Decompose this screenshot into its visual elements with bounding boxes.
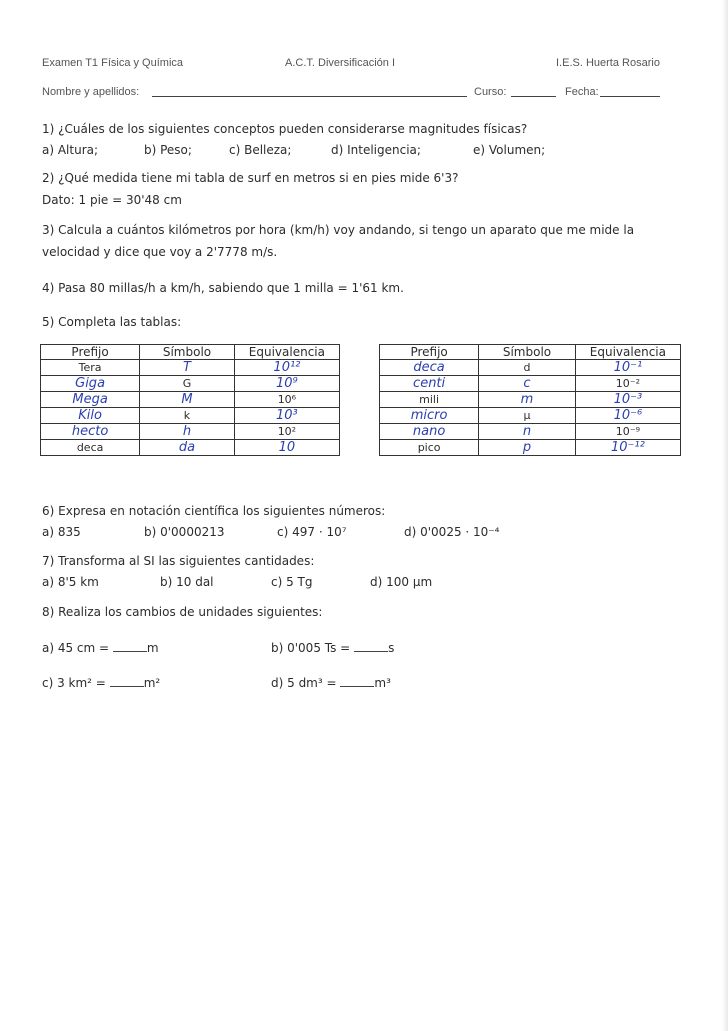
table1-header-simbolo: Símbolo xyxy=(140,345,235,360)
table2-prefijo-cell[interactable]: deca xyxy=(380,360,479,376)
q8-item-a xyxy=(42,640,159,656)
question-5: 5) Completa las tablas: xyxy=(42,315,182,329)
date-label: Fecha: xyxy=(565,86,599,98)
name-label: Nombre y apellidos: xyxy=(42,86,140,98)
q8-item-a-blank[interactable] xyxy=(113,641,147,652)
q6-item-c: c) 497 · 10⁷ xyxy=(277,525,347,539)
table1-equivalencia-cell[interactable]: 10 xyxy=(234,440,339,456)
table2-equivalencia-cell: 10⁻⁹ xyxy=(575,424,680,440)
table2-equivalencia-cell[interactable]: 10⁻³ xyxy=(575,392,680,408)
table2-simbolo-cell[interactable]: p xyxy=(479,440,576,456)
q8-item-d-unit: m³ xyxy=(374,676,391,690)
table2-row xyxy=(380,392,681,408)
table2-prefijo-cell[interactable]: centi xyxy=(380,376,479,392)
q1-option-c: c) Belleza; xyxy=(229,143,292,157)
question-1: 1) ¿Cuáles de los siguientes conceptos pueden considerarse magnitudes físicas? xyxy=(42,122,528,136)
table1-row xyxy=(41,440,340,456)
q7-item-c: c) 5 Tg xyxy=(271,575,313,589)
table1-row xyxy=(41,424,340,440)
q1-option-b: b) Peso; xyxy=(144,143,192,157)
date-field[interactable] xyxy=(600,96,660,97)
table1-header-prefijo: Prefijo xyxy=(41,345,140,360)
question-7: 7) Transforma al SI las siguientes cantidades: xyxy=(42,554,315,568)
q8-item-b-pre: b) 0'005 Ts = xyxy=(271,641,351,655)
table1-equivalencia-cell: 10⁶ xyxy=(234,392,339,408)
question-2: 2) ¿Qué medida tiene mi tabla de surf en metros si en pies mide 6'3? xyxy=(42,171,459,185)
table2-prefijo-cell[interactable]: nano xyxy=(380,424,479,440)
table2-simbolo-cell: μ xyxy=(479,408,576,424)
q7-item-a: a) 8'5 km xyxy=(42,575,99,589)
table2-row xyxy=(380,440,681,456)
table2-equivalencia-cell[interactable]: 10⁻⁶ xyxy=(575,408,680,424)
q8-item-b-unit: s xyxy=(388,641,395,655)
table1-simbolo-cell[interactable]: M xyxy=(140,392,235,408)
q8-item-c-unit: m² xyxy=(143,676,161,690)
q8-item-d-blank[interactable] xyxy=(340,676,374,687)
q8-item-b xyxy=(271,640,394,656)
question-3-line-2: velocidad y dice que voy a 2'7778 m/s. xyxy=(42,245,278,259)
question-8: 8) Realiza los cambios de unidades siguientes: xyxy=(42,605,323,619)
table2-prefijo-cell: mili xyxy=(380,392,479,408)
table2-row xyxy=(380,376,681,392)
table1-simbolo-cell: k xyxy=(140,408,235,424)
table1-equivalencia-cell[interactable]: 10³ xyxy=(234,408,339,424)
table2-prefijo-cell: pico xyxy=(380,440,479,456)
course-field[interactable] xyxy=(511,96,556,97)
table1-equivalencia-cell: 10² xyxy=(234,424,339,440)
question-3-line-1: 3) Calcula a cuántos kilómetros por hora (km/h) voy andando, si tengo un aparato que me mide la xyxy=(42,223,635,237)
q7-item-b: b) 10 dal xyxy=(160,575,214,589)
q8-item-a-unit: m xyxy=(146,641,159,655)
q8-item-d xyxy=(271,675,391,691)
q8-item-d-pre: d) 5 dm³ = xyxy=(271,676,337,690)
name-field[interactable] xyxy=(152,96,467,97)
q2-data: Dato: 1 pie = 30'48 cm xyxy=(42,193,182,207)
prefix-table-1 xyxy=(40,344,340,456)
prefix-table-2 xyxy=(379,344,681,456)
page-edge-shadow xyxy=(722,0,728,1031)
q8-item-b-blank[interactable] xyxy=(354,641,388,652)
table1-simbolo-cell[interactable]: da xyxy=(140,440,235,456)
table1-prefijo-cell: Tera xyxy=(41,360,140,376)
table1-prefijo-cell[interactable]: Mega xyxy=(41,392,140,408)
table2-header-prefijo: Prefijo xyxy=(380,345,479,360)
table1-prefijo-cell[interactable]: Kilo xyxy=(41,408,140,424)
q6-item-d: d) 0'0025 · 10⁻⁴ xyxy=(404,525,500,539)
table2-row xyxy=(380,408,681,424)
q6-item-b: b) 0'0000213 xyxy=(144,525,225,539)
table1-prefijo-cell[interactable]: Giga xyxy=(41,376,140,392)
table2-simbolo-cell[interactable]: n xyxy=(479,424,576,440)
q1-option-a: a) Altura; xyxy=(42,143,99,157)
table2-simbolo-cell: d xyxy=(479,360,576,376)
table1-header-equivalencia: Equivalencia xyxy=(234,345,339,360)
table2-header-simbolo: Símbolo xyxy=(479,345,576,360)
q8-item-c-blank[interactable] xyxy=(110,676,144,687)
header-left: Examen T1 Física y Química xyxy=(42,57,184,69)
header-right: I.E.S. Huerta Rosario xyxy=(556,57,660,69)
table1-equivalencia-cell[interactable]: 10¹² xyxy=(234,360,339,376)
table1-simbolo-cell[interactable]: h xyxy=(140,424,235,440)
table2-equivalencia-cell: 10⁻² xyxy=(575,376,680,392)
header-center: A.C.T. Diversificación I xyxy=(285,57,396,69)
table2-equivalencia-cell[interactable]: 10⁻¹ xyxy=(575,360,680,376)
table1-equivalencia-cell[interactable]: 10⁹ xyxy=(234,376,339,392)
table1-prefijo-cell: deca xyxy=(41,440,140,456)
question-6: 6) Expresa en notación científica los siguientes números: xyxy=(42,504,386,518)
table2-header-equivalencia: Equivalencia xyxy=(575,345,680,360)
q1-option-e: e) Volumen; xyxy=(473,143,546,157)
q8-item-a-pre: a) 45 cm = xyxy=(42,641,110,655)
table2-prefijo-cell[interactable]: micro xyxy=(380,408,479,424)
q8-item-c-pre: c) 3 km² = xyxy=(42,676,106,690)
table2-row xyxy=(380,424,681,440)
table2-simbolo-cell[interactable]: c xyxy=(479,376,576,392)
course-label: Curso: xyxy=(474,86,507,98)
table2-row xyxy=(380,360,681,376)
q1-option-d: d) Inteligencia; xyxy=(331,143,421,157)
table1-simbolo-cell[interactable]: T xyxy=(140,360,235,376)
table1-prefijo-cell[interactable]: hecto xyxy=(41,424,140,440)
q6-item-a: a) 835 xyxy=(42,525,81,539)
table1-row xyxy=(41,408,340,424)
table1-row xyxy=(41,376,340,392)
table1-row xyxy=(41,360,340,376)
table2-simbolo-cell[interactable]: m xyxy=(479,392,576,408)
table1-row xyxy=(41,392,340,408)
table1-simbolo-cell: G xyxy=(140,376,235,392)
q8-item-c xyxy=(42,675,160,691)
q7-item-d: d) 100 μm xyxy=(370,575,433,589)
table2-equivalencia-cell[interactable]: 10⁻¹² xyxy=(575,440,680,456)
question-4: 4) Pasa 80 millas/h a km/h, sabiendo que 1 milla = 1'61 km. xyxy=(42,281,404,295)
